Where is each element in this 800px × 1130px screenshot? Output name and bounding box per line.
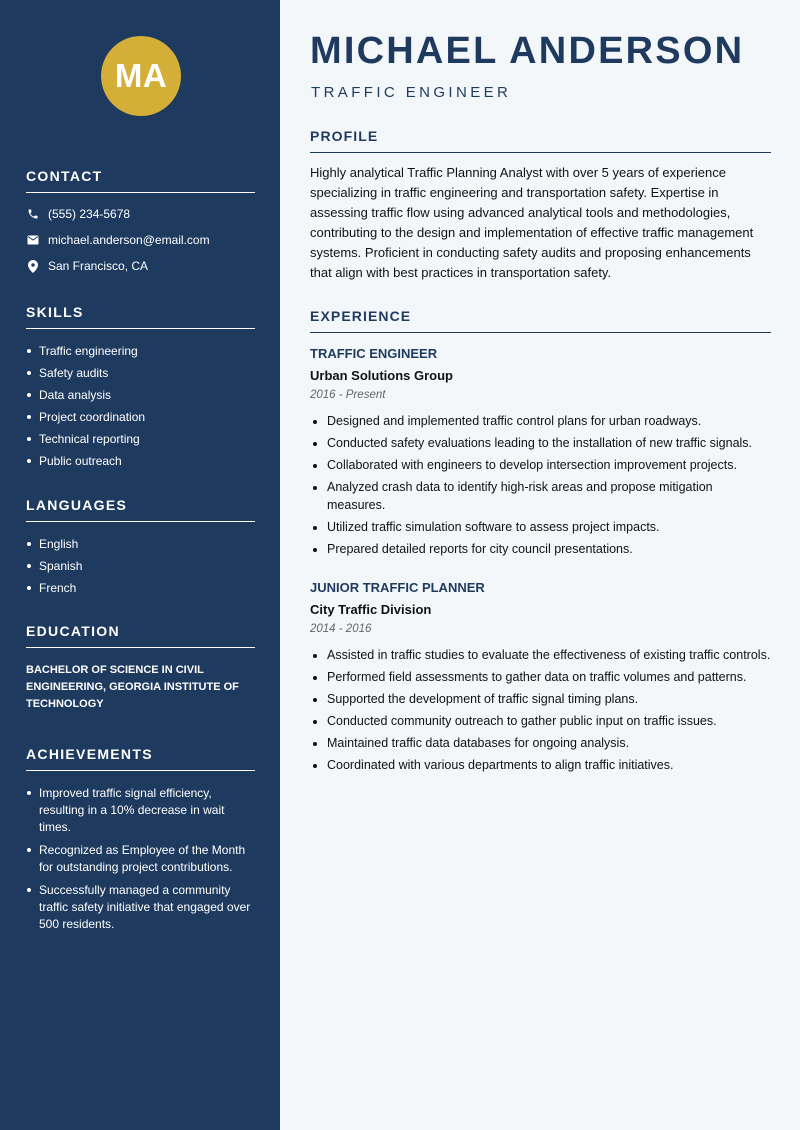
contact-location (26, 259, 255, 273)
company-name: City Traffic Division (310, 602, 432, 617)
skills-list (26, 343, 255, 469)
job-bullet: Maintained traffic data databases for ongoing analysis. (310, 735, 771, 753)
job-title: JUNIOR TRAFFIC PLANNER (310, 580, 485, 595)
skill-item: Public outreach (26, 453, 255, 469)
skill-item: Traffic engineering (26, 343, 255, 359)
skills-section (26, 304, 255, 475)
job-bullet: Prepared detailed reports for city council presentations. (310, 541, 771, 559)
job-bullet: Supported the development of traffic signal timing plans. (310, 691, 771, 709)
language-item: English (26, 536, 255, 552)
avatar-initials: MA (114, 57, 168, 94)
experience-heading: EXPERIENCE (310, 308, 771, 333)
profile-section (310, 128, 771, 283)
language-item: French (26, 580, 255, 596)
contact-heading: CONTACT (26, 168, 255, 193)
job-bullet: Conducted safety evaluations leading to the installation of new traffic signals. (310, 435, 771, 453)
location-pin-icon (26, 260, 39, 273)
job-title: TRAFFIC ENGINEER (310, 346, 438, 361)
achievement-item: Improved traffic signal efficiency, resulting in a 10% decrease in wait times. (26, 785, 255, 836)
languages-heading: LANGUAGES (26, 497, 255, 522)
phone-text: (555) 234-5678 (48, 207, 131, 221)
education-heading: EDUCATION (26, 623, 255, 648)
job-bullet: Utilized traffic simulation software to assess project impacts. (310, 519, 771, 537)
job-bullets (310, 413, 771, 558)
skill-item: Safety audits (26, 365, 255, 381)
job-bullet: Designed and implemented traffic control plans for urban roadways. (310, 413, 771, 431)
languages-list (26, 536, 255, 596)
skill-item: Data analysis (26, 387, 255, 403)
job-bullet: Assisted in traffic studies to evaluate the effectiveness of existing traffic controls. (310, 647, 771, 665)
skill-item: Technical reporting (26, 431, 255, 447)
job-entry (310, 346, 771, 563)
education-section (26, 623, 255, 713)
sidebar (0, 0, 280, 1130)
job-bullet: Conducted community outreach to gather public input on traffic issues. (310, 713, 771, 731)
job-bullets (310, 647, 771, 775)
profile-heading: PROFILE (310, 128, 771, 153)
phone-icon (26, 208, 39, 221)
achievement-item: Recognized as Employee of the Month for outstanding project contributions. (26, 842, 255, 876)
achievement-item: Successfully managed a community traffic safety initiative that engaged over 500 residents. (26, 882, 255, 933)
experience-section (310, 308, 771, 343)
profile-text: Highly analytical Traffic Planning Analyst with over 5 years of experience specializing in traffic engineering and transportation safety. Expertise in assessing traffic flow using advanced analytical tools and methodologies, contributing to the design and implementation of effective traffic management systems. Proficient in conducting safety audits and proposing enhancements that align with best practices in transportation safety. (310, 165, 754, 280)
job-entry (310, 580, 771, 779)
job-bullet: Collaborated with engineers to develop intersection improvement projects. (310, 457, 771, 475)
contact-phone (26, 207, 255, 221)
achievements-list (26, 785, 255, 933)
location-text: San Francisco, CA (48, 259, 149, 273)
job-role: TRAFFIC ENGINEER (311, 84, 512, 101)
avatar (101, 36, 181, 116)
education-degree: BACHELOR OF SCIENCE IN CIVIL ENGINEERING, GEORGIA INSTITUTE OF TECHNOLOGY (26, 664, 239, 710)
skill-item: Project coordination (26, 409, 255, 425)
full-name: MICHAEL ANDERSON (310, 30, 745, 72)
achievements-section (26, 746, 255, 939)
job-bullet: Analyzed crash data to identify high-risk areas and propose mitigation measures. (310, 479, 771, 514)
mail-icon (26, 234, 39, 247)
main-content (280, 0, 800, 1130)
skills-heading: SKILLS (26, 304, 255, 329)
achievements-heading: ACHIEVEMENTS (26, 746, 255, 771)
contact-email (26, 233, 255, 247)
company-name: Urban Solutions Group (310, 368, 453, 383)
job-bullet: Coordinated with various departments to align traffic initiatives. (310, 757, 771, 775)
job-dates: 2014 - 2016 (310, 623, 372, 635)
contact-section (26, 168, 255, 285)
languages-section (26, 497, 255, 602)
email-link[interactable]: michael.anderson@email.com (48, 233, 210, 247)
job-bullet: Performed field assessments to gather data on traffic volumes and patterns. (310, 669, 771, 687)
job-dates: 2016 - Present (310, 389, 386, 401)
language-item: Spanish (26, 558, 255, 574)
